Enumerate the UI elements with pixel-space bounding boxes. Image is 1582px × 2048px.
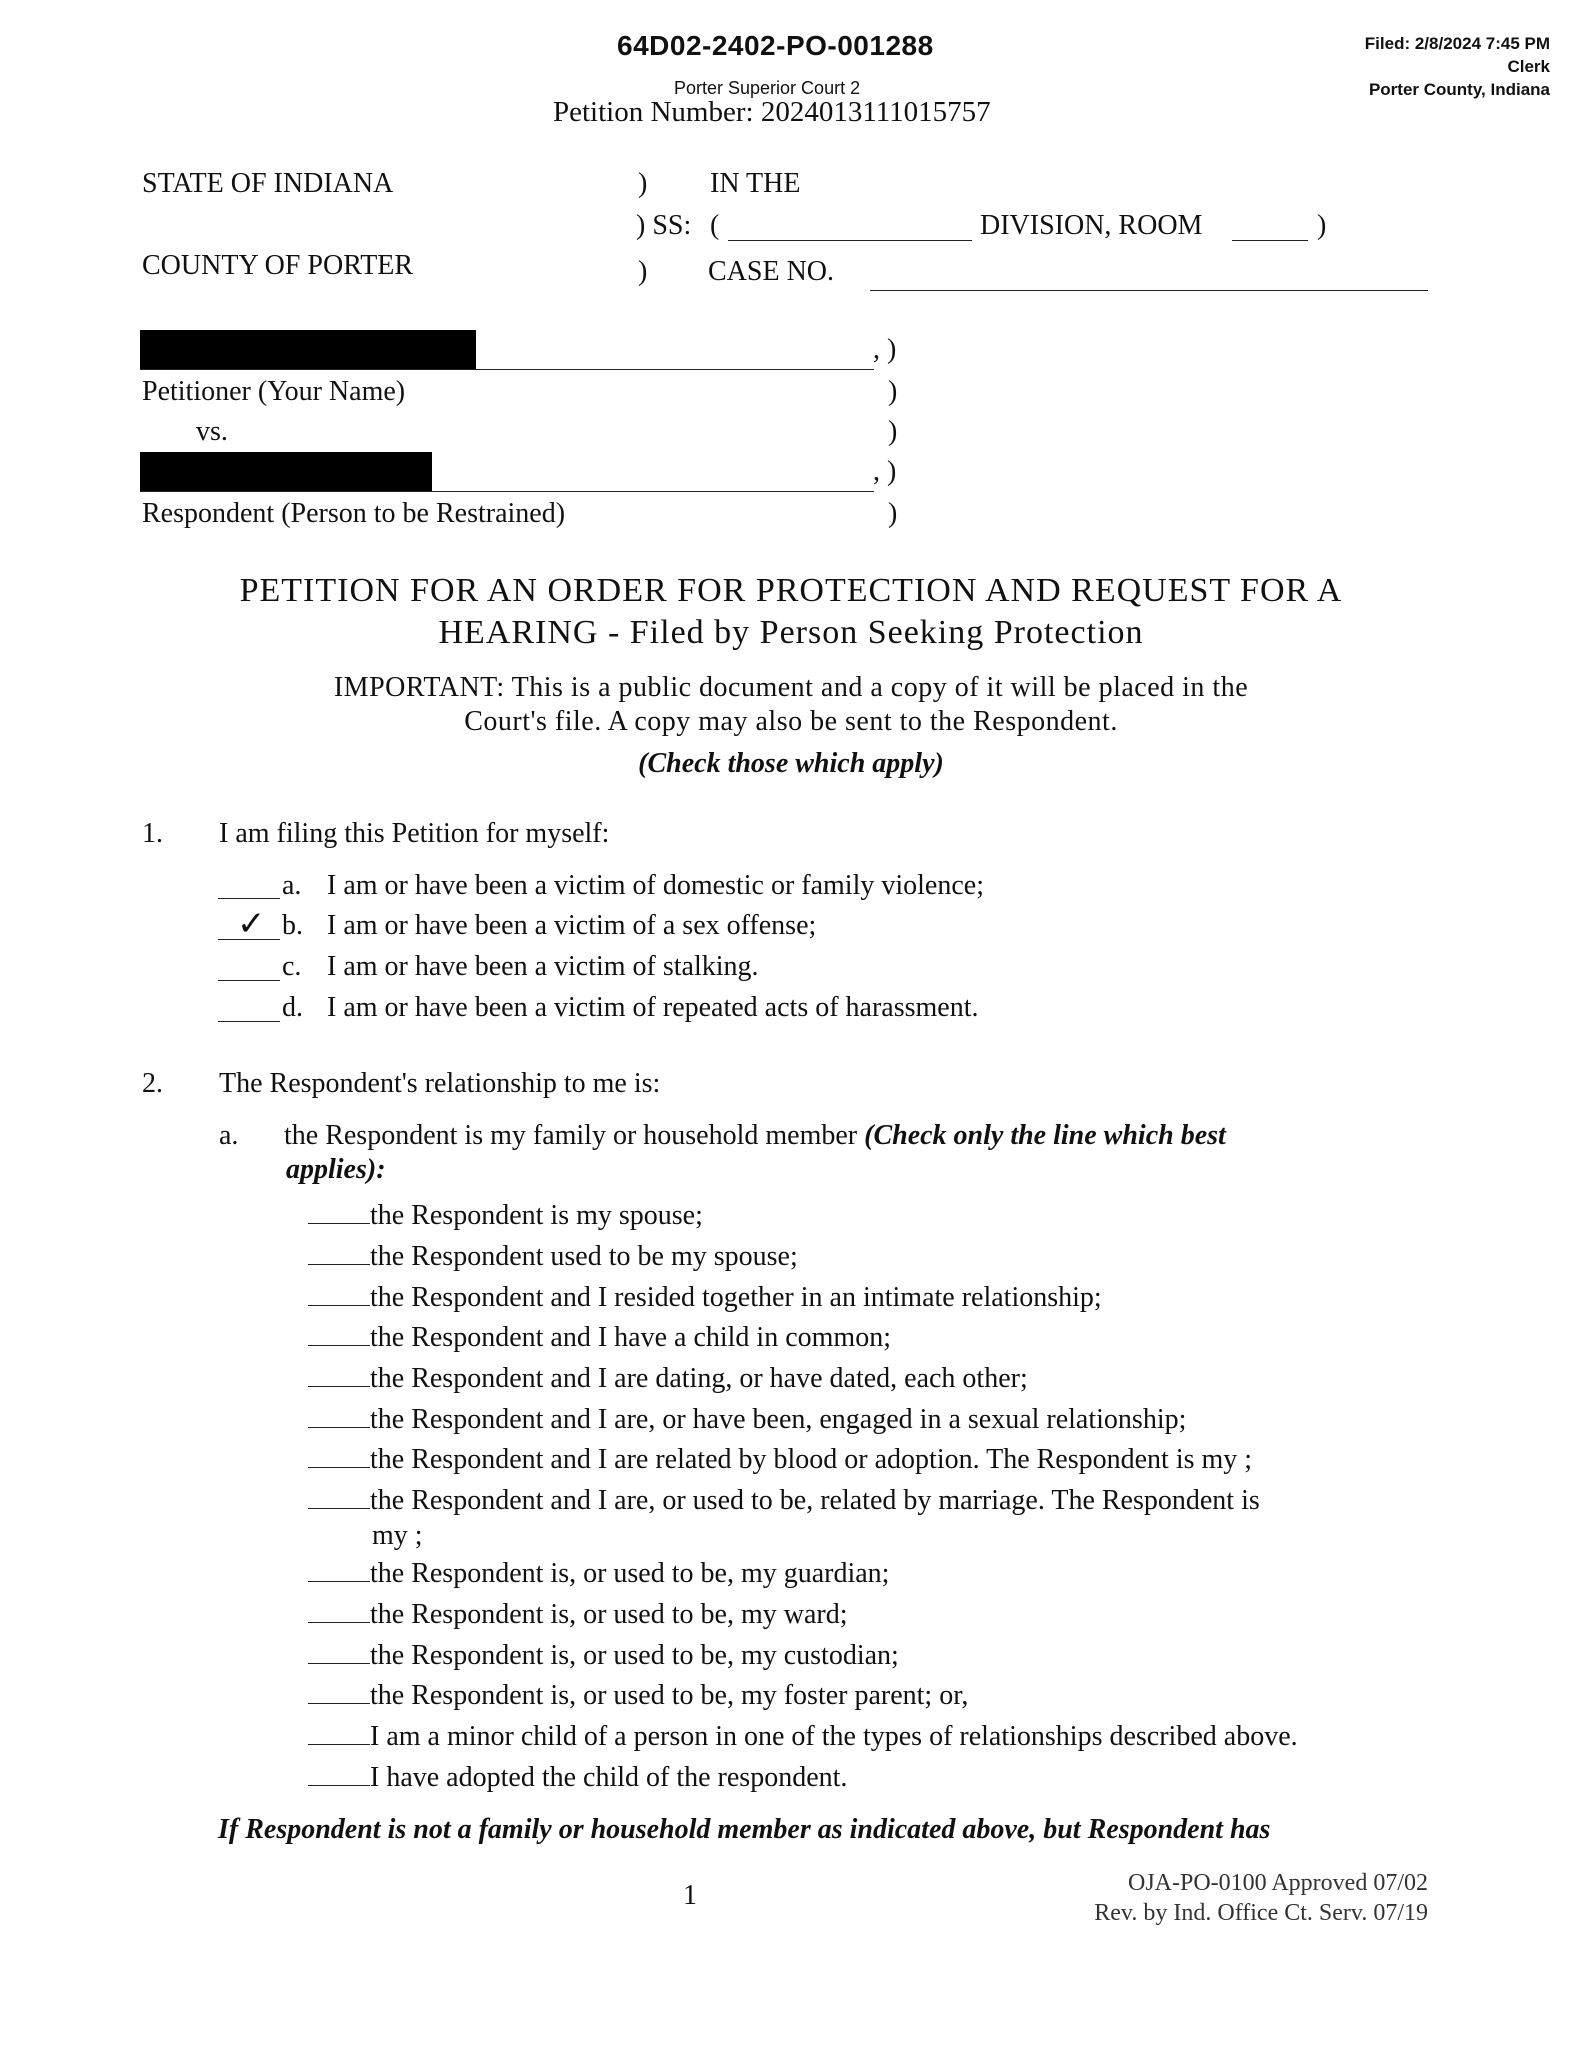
county-label: Porter County, Indiana [1368, 80, 1550, 99]
relationship-label: the Respondent and I are, or used to be, related by marriage. The Respondent is [370, 1485, 1260, 1516]
relationship-blank[interactable] [308, 1304, 370, 1306]
case-no-blank[interactable] [870, 290, 1428, 291]
respondent-name-redaction [140, 452, 432, 492]
relationship-option [308, 1404, 1186, 1436]
section1-number: 1. [142, 818, 163, 849]
in-the-label: IN THE [710, 168, 801, 199]
relationship-label: the Respondent and I are, or have been, engaged in a sexual relationship; [370, 1404, 1187, 1435]
case-number: 64D02-2402-PO-001288 [617, 30, 934, 61]
room-blank[interactable] [1232, 240, 1308, 241]
check-mark-icon: ✓ [237, 904, 266, 944]
option-a-text: I am or have been a victim of domestic or family violence; [327, 870, 984, 901]
relationship-option [308, 1363, 1028, 1395]
relationship-blank[interactable] [308, 1580, 370, 1582]
document-title-line1: PETITION FOR AN ORDER FOR PROTECTION AND REQUEST FOR A [239, 572, 1343, 609]
option-b-letter: b. [282, 910, 303, 941]
option-c-text: I am or have been a victim of stalking. [327, 951, 759, 982]
relationship-option [308, 1322, 891, 1354]
division-label: DIVISION, ROOM [980, 210, 1203, 241]
relationship-label: I am a minor child of a person in one of the types of relationships described above. [370, 1721, 1298, 1752]
respondent-label: Respondent (Person to be Restrained) [142, 498, 566, 529]
caption-ss: ) SS: [636, 210, 692, 241]
division-close-paren: ) [1317, 210, 1327, 241]
relationship-option [308, 1282, 1102, 1314]
petitioner-name-redaction [140, 330, 476, 370]
relationship-option [308, 1762, 847, 1794]
relationship-blank[interactable] [308, 1784, 370, 1786]
petitioner-label: Petitioner (Your Name) [142, 376, 406, 407]
relationship-blank[interactable] [308, 1222, 370, 1224]
relationship-option [308, 1200, 703, 1232]
respondent-name-line[interactable] [140, 491, 874, 492]
option-d-blank[interactable] [218, 1021, 280, 1022]
relationship-option [308, 1485, 1260, 1517]
relationship-blank[interactable] [308, 1702, 370, 1704]
relationship-blank[interactable] [308, 1385, 370, 1387]
important-notice-line1: IMPORTANT: This is a public document and a copy of it will be placed in the [333, 672, 1249, 703]
relationship-blank[interactable] [308, 1662, 370, 1664]
vs-label: vs. [196, 416, 228, 447]
section1-heading: I am filing this Petition for myself: [219, 818, 610, 849]
relationship-blank[interactable] [308, 1621, 370, 1623]
option-c-letter: c. [282, 951, 302, 982]
court-name: Porter Superior Court 2 [674, 78, 861, 98]
respondent-comma-paren: , ) [873, 456, 897, 487]
important-notice-line2: Court's file. A copy may also be sent to the Respondent. [464, 706, 1118, 737]
relationship-label: I have adopted the child of the respondent. [370, 1762, 848, 1793]
filed-date: Filed: 2/8/2024 7:45 PM [1364, 34, 1550, 53]
relationship-label: the Respondent and I are related by blood or adoption. The Respondent is my ; [370, 1444, 1253, 1475]
division-open-paren: ( [710, 210, 720, 241]
section2-number: 2. [142, 1068, 163, 1099]
petitioner-comma-paren: , ) [873, 334, 897, 365]
state-label: STATE OF INDIANA [142, 168, 394, 199]
relationship-option [308, 1558, 889, 1590]
relationship-blank[interactable] [308, 1426, 370, 1428]
option-a-blank[interactable] [218, 898, 280, 899]
relationship-blank[interactable] [308, 1507, 370, 1509]
form-id-block [1094, 1868, 1428, 1928]
section2a-lead: the Respondent is my family or household member [284, 1120, 865, 1151]
closing-instruction: If Respondent is not a family or household member as indicated above, but Respondent has [218, 1814, 1271, 1845]
option-c-blank[interactable] [218, 980, 280, 981]
relationship-label-cont: my ; [372, 1520, 423, 1551]
relationship-option [308, 1680, 968, 1712]
relationship-option [308, 1721, 1298, 1753]
relationship-option [308, 1599, 847, 1631]
relationship-option [308, 1640, 899, 1672]
relationship-label: the Respondent is, or used to be, my ward; [370, 1599, 848, 1630]
relationship-blank[interactable] [308, 1466, 370, 1468]
petitioner-paren: ) [888, 376, 898, 407]
page-number: 1 [683, 1880, 697, 1911]
relationship-blank[interactable] [308, 1743, 370, 1745]
section2-heading: The Respondent's relationship to me is: [219, 1068, 661, 1099]
check-note: (Check those which apply) [638, 748, 944, 779]
relationship-label: the Respondent is my spouse; [370, 1200, 703, 1231]
case-no-label: CASE NO. [708, 256, 835, 287]
option-b-text: I am or have been a victim of a sex offense; [327, 910, 817, 941]
option-d-letter: d. [282, 992, 303, 1023]
caption-paren-3: ) [638, 256, 648, 287]
section2a-letter: a. [219, 1120, 239, 1151]
division-blank[interactable] [728, 240, 972, 241]
relationship-blank[interactable] [308, 1263, 370, 1265]
filed-stamp [1365, 32, 1550, 101]
relationship-option [308, 1241, 798, 1273]
document-title-line2: HEARING - Filed by Person Seeking Protection [438, 614, 1144, 651]
section2a-text [284, 1120, 1226, 1152]
option-d-text: I am or have been a victim of repeated acts of harassment. [327, 992, 979, 1023]
relationship-label: the Respondent used to be my spouse; [370, 1241, 798, 1272]
county-label-caption: COUNTY OF PORTER [142, 250, 414, 281]
vs-paren: ) [888, 416, 898, 447]
relationship-label: the Respondent is, or used to be, my guardian; [370, 1558, 890, 1589]
relationship-label: the Respondent and I have a child in common; [370, 1322, 891, 1353]
petitioner-name-line[interactable] [140, 369, 874, 370]
clerk-label: Clerk [1507, 57, 1550, 76]
caption-paren-1: ) [638, 168, 648, 199]
petition-number: Petition Number: 2024013111015757 [553, 96, 991, 128]
section2a-instruction: (Check only the line which best [864, 1120, 1226, 1151]
respondent-paren: ) [888, 498, 898, 529]
option-a-letter: a. [282, 870, 302, 901]
relationship-label: the Respondent is, or used to be, my foster parent; or, [370, 1680, 969, 1711]
relationship-blank[interactable] [308, 1344, 370, 1346]
form-id: OJA-PO-0100 Approved 07/02 [1128, 1870, 1428, 1896]
relationship-label: the Respondent and I resided together in an intimate relationship; [370, 1282, 1102, 1313]
relationship-label: the Respondent is, or used to be, my custodian; [370, 1640, 899, 1671]
section2a-instruction-cont: applies): [286, 1154, 386, 1185]
relationship-label: the Respondent and I are dating, or have dated, each other; [370, 1363, 1028, 1394]
relationship-option [308, 1444, 1252, 1476]
revision-note: Rev. by Ind. Office Ct. Serv. 07/19 [1094, 1900, 1428, 1926]
